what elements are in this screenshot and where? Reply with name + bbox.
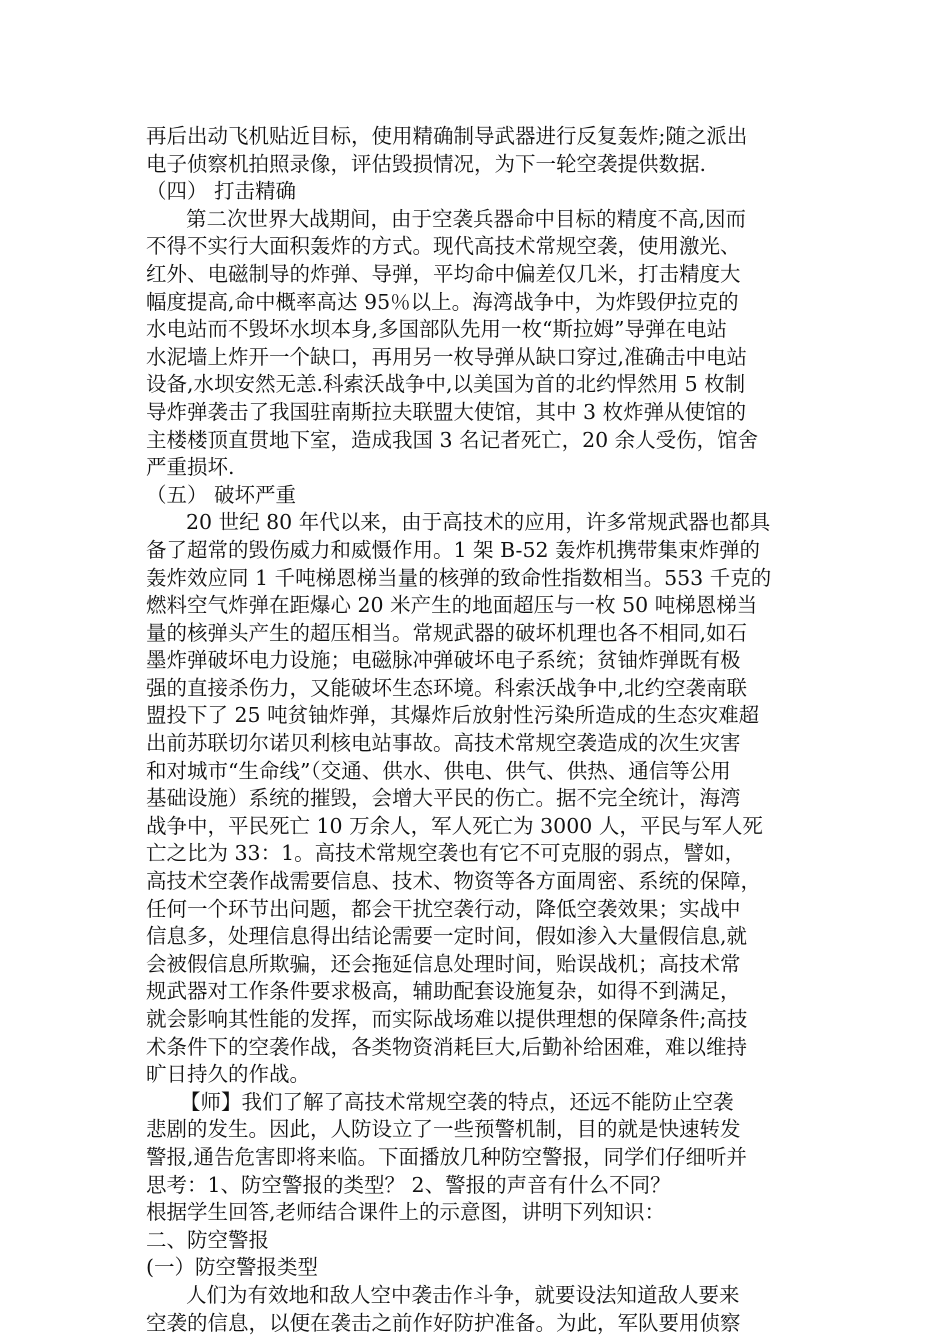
text-line: 水泥墙上炸开一个缺口，再用另一枚导弹从缺口穿过,准确击中电站 [146, 344, 748, 369]
text-line: (一）防空警报类型 [146, 1255, 318, 1280]
text-line: 根据学生回答,老师结合课件上的示意图，讲明下列知识： [146, 1200, 666, 1225]
text-line: 主楼楼顶直贯地下室，造成我国 3 名记者死亡，20 余人受伤，馆舍 [146, 427, 759, 452]
text-line: 严重损坏. [146, 455, 235, 480]
text-line: 强的直接杀伤力，又能破坏生态环境。科索沃战争中,北约空袭南联 [146, 675, 748, 700]
text-line: 第二次世界大战期间，由于空袭兵器命中目标的精度不高,因而 [186, 206, 747, 231]
text-line: 导炸弹袭击了我国驻南斯拉夫联盟大使馆，其中 3 枚炸弹从使馆的 [146, 399, 747, 424]
text-line: 术条件下的空袭作战，各类物资消耗巨大,后勤补给困难，难以维持 [146, 1034, 748, 1059]
text-line: 规武器对工作条件要求极高，辅助配套设施复杂，如得不到满足， [146, 979, 741, 1004]
text-line: 亡之比为 33：1。高技术常规空袭也有它不可克服的弱点，譬如， [146, 841, 746, 866]
text-line: 人们为有效地和敌人空中袭击作斗争，就要设法知道敌人要来 [186, 1282, 740, 1307]
text-line: 燃料空气炸弹在距爆心 20 米产生的地面超压与一枚 50 吨梯恩梯当 [146, 593, 758, 618]
text-line: 墨炸弹破坏电力设施；电磁脉冲弹破坏电子系统；贫铀炸弹既有极 [146, 648, 741, 673]
text-line: 战争中，平民死亡 10 万余人，军人死亡为 3000 人，平民与军人死 [146, 813, 763, 838]
text-line: 水电站而不毁坏水坝本身,多国部队先用一枚“斯拉姆”导弹在电站 [146, 317, 727, 342]
text-line: 二、防空警报 [146, 1227, 269, 1252]
text-line: 和对城市“生命线”（交通、供水、供电、供气、供热、通信等公用 [146, 758, 731, 783]
text-line: 备了超常的毁伤威力和威慑作用。1 架 B-52 轰炸机携带集束炸弹的 [146, 537, 761, 562]
text-line: 盟投下了 25 吨贫铀炸弹，其爆炸后放射性污染所造成的生态灾难超 [146, 703, 760, 728]
text-line: 轰炸效应同 1 千吨梯恩梯当量的核弹的致命性指数相当。553 千克的 [146, 565, 772, 590]
document-page [146, 123, 810, 1337]
text-line: 会被假信息所欺骗，还会拖延信息处理时间，贻误战机；高技术常 [146, 951, 741, 976]
text-line: 再后出动飞机贴近目标，使用精确制导武器进行反复轰炸;随之派出 [146, 124, 748, 148]
text-line: （四） 打击精确 [146, 179, 297, 204]
text-line: 警报,通告危害即将来临。下面播放几种防空警报，同学们仔细听并 [146, 1144, 748, 1169]
text-line: （五） 破坏严重 [146, 482, 297, 507]
text-line: 基础设施）系统的摧毁，会增大平民的伤亡。据不完全统计，海湾 [146, 786, 741, 811]
text-line: 红外、电磁制导的炸弹、导弹，平均命中偏差仅几米，打击精度大 [146, 261, 741, 286]
text-line: 就会影响其性能的发挥，而实际战场难以提供理想的保障条件;高技 [146, 1007, 748, 1031]
text-line: 信息多，处理信息得出结论需要一定时间，假如渗入大量假信息,就 [146, 924, 748, 949]
text-line: 任何一个环节出问题，都会干扰空袭行动，降低空袭效果；实战中 [146, 896, 741, 921]
text-line: 悲剧的发生。因此，人防设立了一些预警机制，目的就是快速转发 [146, 1117, 741, 1142]
text-line: 电子侦察机拍照录像，评估毁损情况，为下一轮空袭提供数据. [146, 151, 707, 176]
text-line: 不得不实行大面积轰炸的方式。现代高技术常规空袭，使用激光、 [146, 234, 741, 259]
text-line: 设备,水坝安然无恙.科索沃战争中,以美国为首的北约悍然用 5 枚制 [146, 372, 746, 397]
text-line: 旷日持久的作战。 [146, 1062, 310, 1087]
text-line: 20 世纪 80 年代以来，由于高技术的应用，许多常规武器也都具 [186, 510, 771, 535]
text-line: 空袭的信息，以便在袭击之前作好防护准备。为此，军队要用侦察 [146, 1310, 741, 1335]
text-line: 【师】我们了解了高技术常规空袭的特点，还远不能防止空袭 [180, 1089, 734, 1114]
text-line: 出前苏联切尔诺贝利核电站事故。高技术常规空袭造成的次生灾害 [146, 731, 741, 756]
text-line: 幅度提高,命中概率高达 95％以上。海湾战争中，为炸毁伊拉克的 [146, 289, 739, 314]
text-line: 思考：1、防空警报的类型？ 2、警报的声音有什么不同？ [146, 1172, 671, 1197]
text-line: 高技术空袭作战需要信息、技术、物资等各方面周密、系统的保障， [146, 869, 761, 894]
text-line: 量的核弹头产生的超压相当。常规武器的破坏机理也各不相同,如石 [146, 620, 748, 645]
